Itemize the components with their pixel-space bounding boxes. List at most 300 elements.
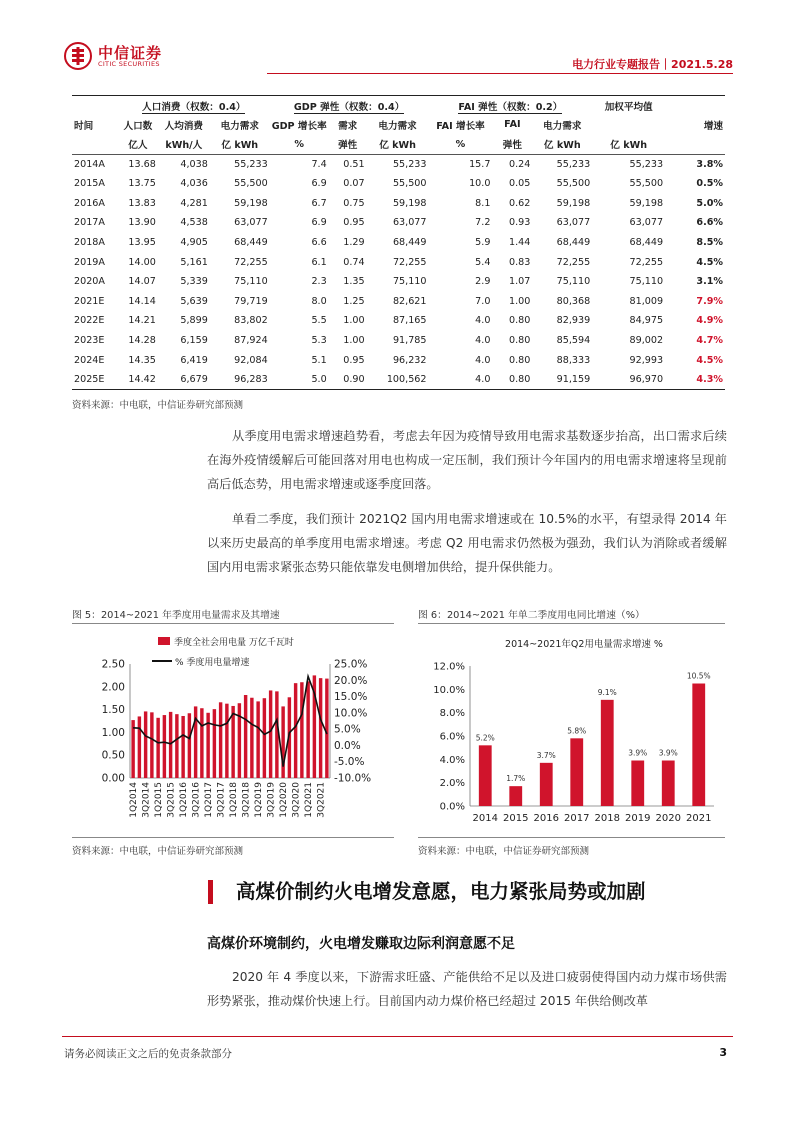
table-cell: 0.90 (329, 370, 367, 390)
unit-header: 亿 kWh (532, 135, 592, 155)
table-cell: 87,924 (234, 334, 268, 346)
table-cell: 4.0 (475, 334, 491, 346)
figure6-q2-growth-chart (418, 628, 725, 833)
table-cell: 96,232 (392, 354, 427, 366)
x-tick-label: 2018 (594, 813, 620, 824)
table-cell: 1.00 (343, 334, 365, 346)
table-row (72, 272, 725, 292)
table-row (72, 213, 725, 233)
demand-bar (319, 678, 322, 778)
table-cell: 4,281 (180, 197, 208, 209)
x-tick-label: 1Q2014 (129, 782, 140, 818)
y-right-tick-label: 5.0% (334, 723, 361, 736)
table-cell: 63,077 (234, 217, 268, 229)
column-header: 电力需求 (378, 120, 417, 132)
table-cell: 81,009 (629, 295, 664, 307)
table-cell: 0.05 (508, 178, 531, 190)
growth-bar (540, 763, 553, 806)
table-cell: 0.80 (492, 370, 532, 390)
table-cell: 88,333 (556, 354, 591, 366)
table-cell: 0.5% (696, 178, 723, 190)
y-right-tick-label: -5.0% (334, 756, 365, 769)
column-header: GDP 增长率 (271, 120, 327, 132)
x-tick-label: 3Q2014 (141, 782, 152, 818)
demand-bar (200, 708, 203, 778)
table-cell: 10.0 (469, 178, 491, 190)
demand-bar (256, 701, 259, 778)
table-cell: 14.21 (128, 315, 156, 327)
table-cell: 6.6 (311, 236, 327, 248)
data-label: 5.8% (567, 726, 587, 736)
demand-bar (294, 683, 297, 778)
column-header: FAI (504, 119, 521, 131)
demand-bar (156, 718, 159, 778)
table-cell: 96,970 (592, 370, 665, 390)
column-header: 人口数 (123, 120, 153, 132)
demand-bar (131, 720, 134, 778)
table-cell: 92,993 (629, 354, 664, 366)
table-cell: 3.8% (696, 158, 723, 170)
table-cell: 72,255 (556, 256, 591, 268)
table-cell: 72,255 (629, 256, 664, 268)
figure6-bottom-divider (418, 837, 725, 838)
table-cell: 2020A (74, 276, 105, 288)
table-cell: 68,449 (392, 236, 427, 248)
x-tick-label: 3Q2018 (241, 782, 252, 818)
y-tick-label: 4.0% (439, 754, 465, 766)
table-cell: 4,538 (180, 217, 208, 229)
growth-bar (631, 761, 644, 807)
citic-logo-icon (64, 42, 92, 70)
table-group-header-row (72, 96, 725, 116)
table-cell: 1.35 (343, 276, 365, 288)
table-cell: 0.07 (343, 178, 365, 190)
table-cell: 2025E (72, 370, 118, 390)
figure5-bottom-divider (72, 837, 394, 838)
y-tick-label: 10.0% (433, 684, 465, 696)
demand-bar (150, 712, 153, 778)
y-left-tick-label: 1.50 (101, 704, 125, 717)
unit-header: 弹性 (329, 135, 367, 155)
x-tick-label: 3Q2017 (216, 782, 227, 818)
column-header: 电力需求 (220, 120, 259, 132)
y-tick-label: 12.0% (433, 661, 465, 673)
table-cell: 5,639 (180, 295, 208, 307)
table-cell: 1.25 (343, 295, 365, 307)
table-cell: 1.00 (508, 295, 531, 307)
table-cell: 0.75 (343, 197, 365, 209)
column-header: 人均消费 (164, 120, 204, 132)
table-source: 资料来源：中电联，中信证券研究部预测 (72, 400, 244, 411)
table-cell: 4.9% (696, 315, 723, 327)
group-header-gdp: GDP 弹性（权数：0.4） (293, 101, 405, 113)
table-cell: 0.95 (343, 217, 365, 229)
demand-bar (300, 682, 303, 778)
table-cell: 4.7% (696, 334, 723, 346)
x-tick-label: 1Q2021 (304, 782, 315, 818)
demand-bar (306, 681, 309, 778)
figure5-source: 资料来源：中电联，中信证券研究部预测 (72, 846, 244, 857)
table-cell: 2.3 (311, 276, 327, 288)
table-cell: 72,255 (392, 256, 427, 268)
data-label: 3.9% (628, 748, 648, 758)
y-right-tick-label: -10.0% (334, 772, 372, 785)
group-header-weighted: 加权平均值 (604, 101, 653, 113)
data-label: 3.9% (658, 748, 678, 758)
x-tick-label: 1Q2020 (279, 782, 290, 818)
table-cell: 91,785 (392, 334, 427, 346)
y-right-tick-label: 15.0% (334, 691, 368, 704)
x-tick-label: 2020 (655, 813, 681, 824)
table-cell: 14.35 (128, 354, 156, 366)
table-cell: 4.5% (696, 354, 723, 366)
table-cell: 85,594 (556, 334, 591, 346)
table-cell: 63,077 (392, 217, 427, 229)
unit-header: 亿 kWh (210, 135, 270, 155)
table-cell: 5.9 (475, 236, 491, 248)
table-cell: 75,110 (392, 276, 427, 288)
demand-bar (219, 702, 222, 778)
figure6-source: 资料来源：中电联，中信证券研究部预测 (418, 846, 590, 857)
electricity-demand-forecast-table (72, 95, 725, 390)
x-tick-label: 2021 (686, 813, 712, 824)
demand-bar (175, 714, 178, 778)
table-cell: 5,339 (180, 276, 208, 288)
figure6-caption-divider (418, 623, 725, 624)
data-label: 10.5% (686, 671, 711, 681)
table-cell: 13.75 (128, 178, 156, 190)
table-cell: 5.3 (311, 334, 327, 346)
table-cell: 82,621 (392, 295, 427, 307)
table-cell: 63,077 (556, 217, 591, 229)
figure5-quarterly-demand-chart (72, 628, 394, 833)
table-cell: 68,449 (234, 236, 268, 248)
table-unit-header-row (72, 135, 725, 155)
demand-bar (238, 703, 241, 778)
unit-header: 弹性 (492, 135, 532, 155)
growth-bar (570, 738, 583, 806)
table-cell: 1.00 (343, 315, 365, 327)
demand-bar (281, 706, 284, 778)
table-cell: 1.44 (508, 236, 531, 248)
y-right-tick-label: 25.0% (334, 658, 368, 671)
table-cell: 4.3% (665, 370, 725, 390)
table-cell: 2.9 (475, 276, 491, 288)
page-header (62, 40, 733, 74)
table-cell: 82,939 (556, 315, 591, 327)
table-cell: 55,233 (392, 158, 427, 170)
growth-bar (601, 700, 614, 806)
y-tick-label: 0.0% (439, 801, 465, 813)
table-cell: 87,165 (392, 315, 427, 327)
unit-header: % (429, 135, 493, 155)
growth-bar (662, 761, 675, 807)
unit-header: kWh/人 (158, 135, 210, 155)
table-cell: 2015A (74, 178, 105, 190)
table-cell: 4.0 (475, 354, 491, 366)
x-tick-label: 2016 (533, 813, 559, 824)
table-cell: 1.29 (343, 236, 365, 248)
table-cell: 4.0 (429, 370, 493, 390)
table-cell: 2016A (74, 197, 105, 209)
column-header: 增速 (703, 120, 723, 132)
table-cell: 80,368 (556, 295, 591, 307)
citic-logo (62, 40, 202, 72)
table-cell: 8.5% (696, 236, 723, 248)
table-cell: 83,802 (234, 315, 268, 327)
table-cell: 0.83 (508, 256, 531, 268)
table-cell: 79,719 (234, 295, 268, 307)
table-cell: 14.28 (128, 334, 156, 346)
y-right-tick-label: 0.0% (334, 739, 361, 752)
x-tick-label: 2019 (625, 813, 651, 824)
growth-bar (479, 745, 492, 806)
table-cell: 91,159 (532, 370, 592, 390)
table-cell: 14.00 (128, 256, 156, 268)
column-header: 需求 (338, 120, 358, 132)
table-row (72, 350, 725, 370)
table-cell: 6.9 (311, 217, 327, 229)
column-header: FAI 增长率 (436, 120, 485, 132)
table-row (72, 233, 725, 253)
x-tick-label: 3Q2015 (166, 782, 177, 818)
table-cell: 55,500 (234, 178, 268, 190)
table-cell: 5.1 (311, 354, 327, 366)
table-cell: 8.1 (475, 197, 491, 209)
x-tick-label: 1Q2019 (254, 782, 265, 818)
table-cell: 100,562 (367, 370, 429, 390)
demand-bar (213, 709, 216, 778)
table-cell: 6.7 (311, 197, 327, 209)
table-cell: 2024E (74, 354, 105, 366)
table-cell: 7.0 (475, 295, 491, 307)
growth-bar (692, 684, 705, 807)
table-cell: 6,679 (158, 370, 210, 390)
table-cell: 72,255 (234, 256, 268, 268)
table-cell: 6,159 (180, 334, 208, 346)
table-cell: 59,198 (234, 197, 268, 209)
unit-header: 亿人 (118, 135, 158, 155)
table-cell: 55,233 (234, 158, 268, 170)
footer-divider (62, 1036, 733, 1037)
footer-disclaimer: 请务必阅读正文之后的免责条款部分 (64, 1048, 232, 1060)
table-cell: 15.7 (469, 158, 491, 170)
table-cell: 92,084 (234, 354, 268, 366)
unit-header: 亿 kWh (367, 135, 429, 155)
y-left-tick-label: 0.50 (101, 749, 125, 762)
table-cell: 75,110 (556, 276, 591, 288)
table-cell: 5,161 (180, 256, 208, 268)
table-cell: 14.07 (128, 276, 156, 288)
table-cell: 2023E (74, 334, 105, 346)
table-cell: 13.90 (128, 217, 156, 229)
demand-bar (144, 711, 147, 778)
table-cell: 13.83 (128, 197, 156, 209)
table-cell: 55,500 (629, 178, 664, 190)
table-cell: 5,899 (180, 315, 208, 327)
table-row (72, 193, 725, 213)
table-cell: 89,002 (629, 334, 664, 346)
table-cell: 2022E (74, 315, 105, 327)
unit-header (665, 135, 725, 155)
data-label: 5.2% (475, 733, 495, 743)
logo-english-name: CITIC SECURITIES (98, 60, 160, 68)
growth-bar (509, 786, 522, 806)
unit-header (72, 135, 118, 155)
column-header: 时间 (74, 120, 94, 132)
y-tick-label: 2.0% (439, 778, 465, 790)
demand-bar (188, 713, 191, 778)
x-tick-label: 1Q2017 (204, 782, 215, 818)
report-title: 电力行业专题报告｜2021.5.28 (572, 58, 733, 71)
table-cell: 55,500 (392, 178, 427, 190)
table-cell: 6,419 (180, 354, 208, 366)
demand-bar (138, 716, 141, 778)
x-tick-label: 2017 (564, 813, 590, 824)
x-tick-label: 2015 (503, 813, 529, 824)
table-cell: 4.5% (696, 256, 723, 268)
demand-bar (250, 698, 253, 778)
paragraph-quarterly-trend: 从季度用电需求增速趋势看，考虑去年因为疫情导致用电需求基数逐步抬高，出口需求后续在海外疫情缓解后可能回落对用电也构成一定压制，我们预计今年国内的用电需求增速将呈现前高后低态势，用电需求增速或逐季度回落。 (207, 429, 727, 491)
y-left-tick-label: 2.50 (101, 658, 125, 671)
x-tick-label: 2014 (472, 813, 498, 824)
table-cell: 8.0 (311, 295, 327, 307)
table-cell: 68,449 (629, 236, 664, 248)
y-left-tick-label: 1.00 (101, 726, 125, 739)
demand-bar (169, 712, 172, 778)
data-label: 1.7% (506, 774, 526, 784)
unit-header: 亿 kWh (592, 135, 665, 155)
logo-chinese-name: 中信证券 (98, 44, 163, 62)
table-row (72, 174, 725, 194)
table-cell: 2018A (74, 236, 105, 248)
section-title: 高煤价制约火电增发意愿，电力紧张局势或加剧 (236, 880, 646, 903)
table-cell: 0.93 (508, 217, 531, 229)
table-cell: 6.9 (311, 178, 327, 190)
y-left-tick-label: 2.00 (101, 681, 125, 694)
legend-bar-label: 季度全社会用电量 万亿千瓦时 (174, 638, 294, 648)
column-header: 电力需求 (543, 120, 582, 132)
growth-rate-line (133, 676, 327, 766)
table-cell: 55,500 (556, 178, 591, 190)
x-tick-label: 3Q2020 (291, 782, 302, 818)
table-cell: 0.80 (508, 334, 531, 346)
table-cell: 96,283 (210, 370, 270, 390)
table-cell: 0.51 (343, 158, 365, 170)
table-cell: 68,449 (556, 236, 591, 248)
table-row (72, 154, 725, 174)
table-cell: 0.62 (508, 197, 531, 209)
table-cell: 7.9% (696, 295, 723, 307)
table-cell: 6.1 (311, 256, 327, 268)
demand-bar (263, 698, 266, 778)
y-tick-label: 6.0% (439, 731, 465, 743)
demand-bar (163, 715, 166, 778)
y-left-tick-label: 0.00 (101, 772, 125, 785)
table-cell: 2014A (74, 158, 105, 170)
page-number: 3 (719, 1046, 727, 1059)
column-header (592, 115, 665, 135)
table-cell: 59,198 (629, 197, 664, 209)
y-tick-label: 8.0% (439, 708, 465, 720)
table-cell: 2019A (74, 256, 105, 268)
figure5-caption: 图 5：2014~2021 年季度用电量需求及其增速 (72, 610, 280, 621)
table-cell: 14.14 (128, 295, 156, 307)
table-cell: 59,198 (392, 197, 427, 209)
x-tick-label: 3Q2019 (266, 782, 277, 818)
table-row (72, 291, 725, 311)
x-tick-label: 1Q2015 (154, 782, 165, 818)
legend-line-label: % 季度用电量增速 (175, 658, 250, 668)
demand-bar (194, 706, 197, 778)
figure6-caption: 图 6：2014~2021 年单二季度用电同比增速（%） (418, 610, 645, 621)
table-cell: 7.2 (475, 217, 491, 229)
table-cell: 75,110 (629, 276, 664, 288)
table-cell: 63,077 (629, 217, 664, 229)
table-cell: 13.95 (128, 236, 156, 248)
table-cell: 6.6% (696, 217, 723, 229)
table-cell: 84,975 (629, 315, 664, 327)
header-divider (267, 73, 733, 74)
data-label: 9.1% (597, 687, 617, 697)
table-cell: 4.0 (475, 315, 491, 327)
table-cell: 5.5 (311, 315, 327, 327)
y-right-tick-label: 20.0% (334, 674, 368, 687)
table-column-header-row (72, 115, 725, 135)
table-row (72, 370, 725, 390)
data-label: 3.7% (536, 750, 556, 760)
table-cell: 1.07 (508, 276, 531, 288)
paragraph-coal-price: 2020 年 4 季度以来，下游需求旺盛、产能供给不足以及进口疲弱使得国内动力煤市场供需形势紧张，推动煤价快速上行。目前国内动力煤价格已经超过 2015 年供给侧改革 (207, 970, 727, 1008)
demand-bar (269, 690, 272, 778)
y-right-tick-label: 10.0% (334, 707, 368, 720)
x-tick-label: 1Q2018 (229, 782, 240, 818)
table-cell: 0.24 (508, 158, 531, 170)
table-cell: 55,233 (629, 158, 664, 170)
table-cell: 4,905 (180, 236, 208, 248)
table-cell: 55,233 (556, 158, 591, 170)
demand-bar (244, 695, 247, 778)
table-row (72, 311, 725, 331)
section-subtitle: 高煤价环境制约，火电增发赚取边际利润意愿不足 (207, 936, 515, 952)
table-cell: 5.0% (696, 197, 723, 209)
x-tick-label: 1Q2016 (179, 782, 190, 818)
table-cell: 4,036 (180, 178, 208, 190)
x-tick-label: 3Q2016 (191, 782, 202, 818)
table-cell: 0.95 (343, 354, 365, 366)
table-cell: 4,038 (180, 158, 208, 170)
table-cell: 14.42 (118, 370, 158, 390)
table-cell: 13.68 (128, 158, 156, 170)
section-marker (208, 880, 213, 904)
table-cell: 5.4 (475, 256, 491, 268)
table-cell: 2017A (74, 217, 105, 229)
table-cell: 0.80 (508, 354, 531, 366)
x-tick-label: 3Q2021 (316, 782, 327, 818)
table-cell: 0.74 (343, 256, 365, 268)
table-cell: 0.80 (508, 315, 531, 327)
group-header-fai: FAI 弹性（权数：0.2） (458, 101, 563, 113)
table-cell: 75,110 (234, 276, 268, 288)
table-cell: 5.0 (270, 370, 329, 390)
legend-bar-swatch (158, 637, 170, 645)
table-row (72, 252, 725, 272)
demand-bar (225, 704, 228, 778)
figure5-caption-divider (72, 623, 394, 624)
unit-header: % (270, 135, 329, 155)
table-cell: 7.4 (311, 158, 327, 170)
paragraph-q2-outlook: 单看二季度，我们预计 2021Q2 国内用电需求增速或在 10.5%的水平，有望录得 2014 年以来历史最高的单季度用电需求增速。考虑 Q2 用电需求仍然极为强劲，我们认为消除或者缓解国内用电需求紧张态势只能依靠发电侧增加供给，提升保供能力。 (207, 512, 727, 574)
